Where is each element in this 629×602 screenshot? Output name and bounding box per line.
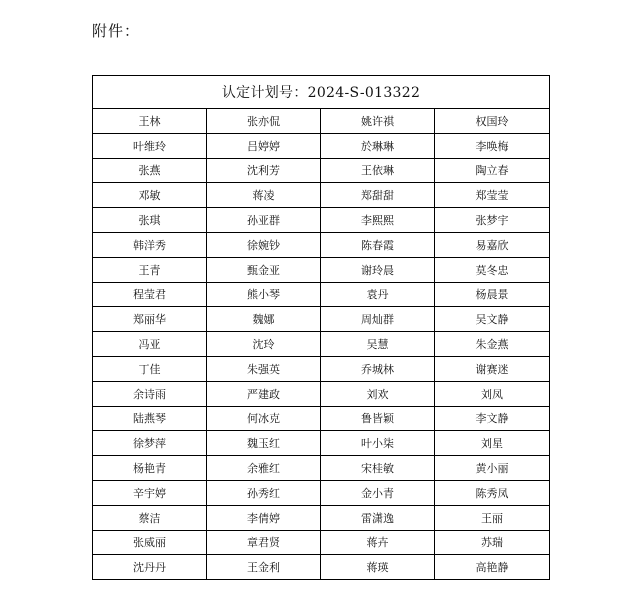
- name-list-table: [92, 75, 550, 580]
- table-row: [93, 456, 550, 481]
- name-cell: 郑甜甜: [321, 183, 435, 208]
- name-cell: 谢玲晨: [321, 257, 435, 282]
- name-cell: 雷潇逸: [321, 505, 435, 530]
- name-cell: 孙亚群: [207, 208, 321, 233]
- name-cell: 於琳琳: [321, 133, 435, 158]
- name-cell: 沈利芳: [207, 158, 321, 183]
- name-cell: 乔城林: [321, 356, 435, 381]
- name-cell: 陆燕琴: [93, 406, 207, 431]
- name-cell: 李熙熙: [321, 208, 435, 233]
- name-cell: 吕婷婷: [207, 133, 321, 158]
- name-cell: 朱强英: [207, 356, 321, 381]
- name-cell: 黄小丽: [435, 456, 550, 481]
- name-cell: 蒋凌: [207, 183, 321, 208]
- attachment-label: 附件：: [92, 22, 141, 40]
- name-cell: 刘星: [435, 431, 550, 456]
- table-row: [93, 406, 550, 431]
- name-cell: 王丽: [435, 505, 550, 530]
- name-cell: 陶立春: [435, 158, 550, 183]
- name-cell: 袁丹: [321, 282, 435, 307]
- name-cell: 杨晨景: [435, 282, 550, 307]
- table-row: [93, 530, 550, 555]
- name-cell: 朱金燕: [435, 332, 550, 357]
- name-cell: 王依琳: [321, 158, 435, 183]
- name-cell: 鲁皆颖: [321, 406, 435, 431]
- table-row: [93, 332, 550, 357]
- name-cell: 邓敏: [93, 183, 207, 208]
- name-cell: 李倩婷: [207, 505, 321, 530]
- name-cell: 王林: [93, 109, 207, 134]
- table-row: [93, 431, 550, 456]
- name-cell: 姚许祺: [321, 109, 435, 134]
- name-cell: 高艳静: [435, 555, 550, 580]
- name-cell: 易嘉欣: [435, 232, 550, 257]
- name-cell: 郑莹莹: [435, 183, 550, 208]
- name-cell: 蒋卉: [321, 530, 435, 555]
- name-cell: 王青: [93, 257, 207, 282]
- name-cell: 张燕: [93, 158, 207, 183]
- name-cell: 张梦宇: [435, 208, 550, 233]
- name-cell: 魏玉红: [207, 431, 321, 456]
- name-cell: 叶小柒: [321, 431, 435, 456]
- table-row: [93, 480, 550, 505]
- table-row: [93, 183, 550, 208]
- name-cell: 谢赛迷: [435, 356, 550, 381]
- name-cell: 李唤梅: [435, 133, 550, 158]
- table-row: [93, 232, 550, 257]
- name-cell: 蒋瑛: [321, 555, 435, 580]
- name-cell: 程莹君: [93, 282, 207, 307]
- name-cell: 宋桂敏: [321, 456, 435, 481]
- table-row: [93, 381, 550, 406]
- name-cell: 周灿群: [321, 307, 435, 332]
- name-cell: 沈丹丹: [93, 555, 207, 580]
- name-cell: 孙秀红: [207, 480, 321, 505]
- name-cell: 章君贤: [207, 530, 321, 555]
- name-cell: 魏娜: [207, 307, 321, 332]
- table-row: [93, 505, 550, 530]
- table-row: [93, 555, 550, 580]
- name-cell: 余雅红: [207, 456, 321, 481]
- name-cell: 杨艳青: [93, 456, 207, 481]
- name-cell: 王金利: [207, 555, 321, 580]
- name-cell: 熊小琴: [207, 282, 321, 307]
- name-cell: 张威丽: [93, 530, 207, 555]
- table-body: [93, 109, 550, 580]
- table-title-row: [93, 76, 550, 109]
- name-cell: 吴慧: [321, 332, 435, 357]
- name-cell: 郑丽华: [93, 307, 207, 332]
- table-row: [93, 356, 550, 381]
- name-cell: 徐梦萍: [93, 431, 207, 456]
- name-cell: 陈春霞: [321, 232, 435, 257]
- name-cell: 张亦侃: [207, 109, 321, 134]
- table-row: [93, 282, 550, 307]
- table-row: [93, 158, 550, 183]
- table-row: [93, 257, 550, 282]
- table-row: [93, 307, 550, 332]
- name-cell: 蔡洁: [93, 505, 207, 530]
- name-cell: 权国玲: [435, 109, 550, 134]
- name-cell: 韩洋秀: [93, 232, 207, 257]
- name-cell: 严建政: [207, 381, 321, 406]
- name-cell: 金小青: [321, 480, 435, 505]
- name-cell: 丁佳: [93, 356, 207, 381]
- name-cell: 沈玲: [207, 332, 321, 357]
- name-cell: 甄金亚: [207, 257, 321, 282]
- table-row: [93, 208, 550, 233]
- name-cell: 何冰克: [207, 406, 321, 431]
- name-cell: 张琪: [93, 208, 207, 233]
- table-row: [93, 109, 550, 134]
- name-cell: 叶维玲: [93, 133, 207, 158]
- name-cell: 莫冬忠: [435, 257, 550, 282]
- table-row: [93, 133, 550, 158]
- name-cell: 徐婉钞: [207, 232, 321, 257]
- name-cell: 苏瑞: [435, 530, 550, 555]
- name-cell: 冯亚: [93, 332, 207, 357]
- name-cell: 余诗雨: [93, 381, 207, 406]
- name-cell: 辛宇婷: [93, 480, 207, 505]
- name-cell: 刘凤: [435, 381, 550, 406]
- name-cell: 刘欢: [321, 381, 435, 406]
- name-cell: 陈秀凤: [435, 480, 550, 505]
- plan-number-title: 认定计划号：2024-S-013322: [93, 76, 550, 109]
- name-cell: 李文静: [435, 406, 550, 431]
- name-cell: 吴文静: [435, 307, 550, 332]
